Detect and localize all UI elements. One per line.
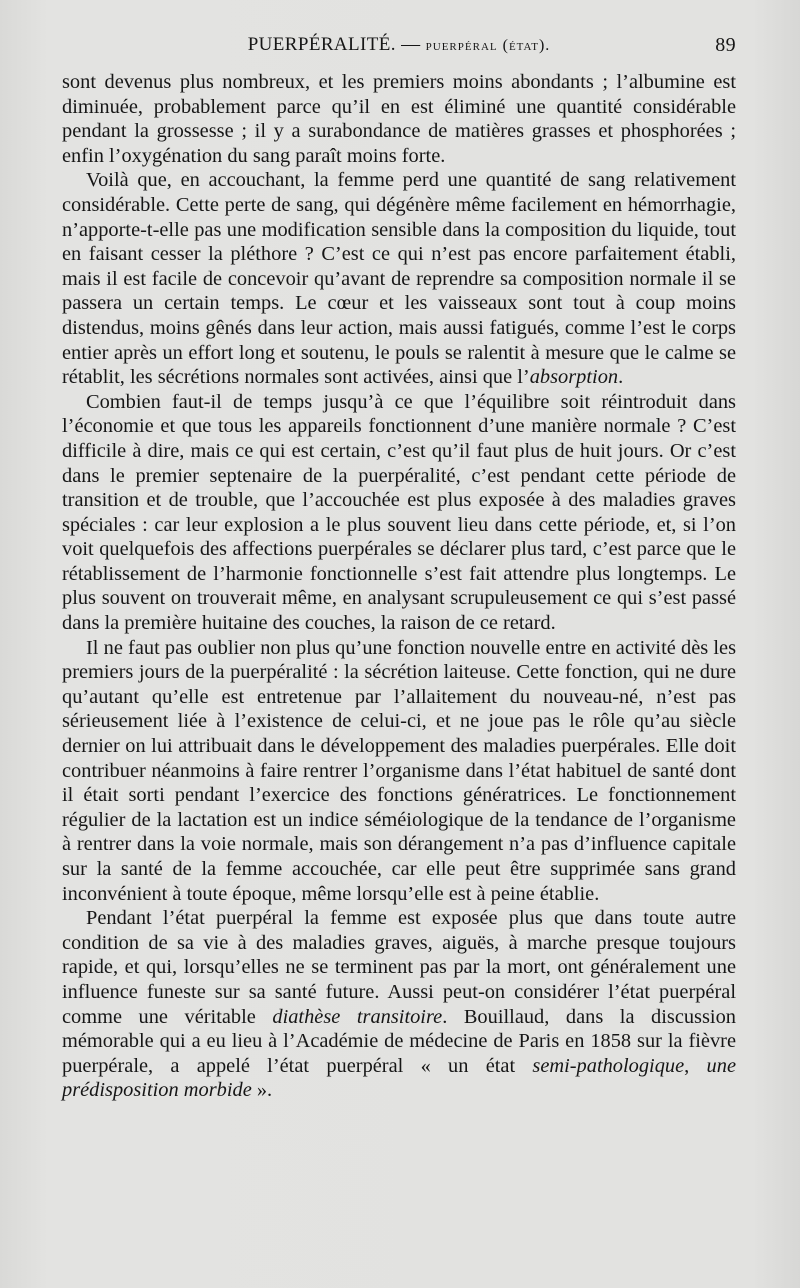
paragraph-5-text: Pendant l’état puerpéral la femme est exposée plus que dans toute autre condition de sa vie à des maladies graves, aiguës, à marche presque toujours rapide, et qui, lorsqu’elles ne se terminent pas par la mort, ont généralement une influence funeste sur sa santé future. Aussi peut-on considérer l’état puerpéral comme une véritable bbox=[62, 907, 736, 1028]
running-head bbox=[62, 30, 736, 60]
italic-term-semi-pathologique: semi-pathologique bbox=[532, 1054, 685, 1077]
paragraph-2-text: Voilà que, en accouchant, la femme perd une quantité de sang relativement considérable. Cette perte de sang, qui dégénère même facilement en hémorrhagie, n’apporte-t-elle pas une modification sensible dans la composition du liquide, tout en faisant cesser la pléthore ? C’est ce qui n’est pas encore parfaitement établi, mais il est facile de concevoir qu’avant de reprendre sa composition normale il se passera un certain temps. Le cœur et les vaisseaux sont tout à coup moins distendus, moins gênés dans leur action, mais aussi fatigués, comme l’est le corps entier après un effort long et soutenu, le pouls se ralentit à mesure que le calme se rétablit, les sécrétions normales sont activées, ainsi que l’ bbox=[62, 169, 736, 389]
paragraph-5-mid: . Bouillaud, dans la discussion mémorable qui a eu lieu à l’Académie de médecine de Paris en 1858 sur la fièvre puerpérale, a appelé l’état puerpéral « un état bbox=[62, 1005, 736, 1077]
section-subtitle: puerpéral (état). bbox=[425, 37, 551, 54]
paragraph-5-end: ». bbox=[251, 1079, 273, 1102]
chapter-title: PUERPÉRALITÉ. bbox=[247, 34, 396, 55]
paragraph-1: sont devenus plus nombreux, et les premiers moins abondants ; l’albumine est diminuée, probablement parce qu’il en est éliminé une quantité considérable pendant la grossesse ; il y a surabondance de matières grasses et phosphorées ; enfin l’oxygénation du sang paraît moins forte. bbox=[62, 71, 736, 167]
italic-term-diathese: diathèse transitoire bbox=[272, 1005, 443, 1028]
body-text bbox=[62, 70, 736, 1103]
paragraph-2 bbox=[62, 168, 736, 389]
page-number: 89 bbox=[715, 34, 736, 56]
italic-term-predisposition: une prédisposition morbide bbox=[62, 1054, 736, 1102]
running-title bbox=[62, 34, 736, 56]
paragraph-3: Combien faut-il de temps jusqu’à ce que l’équilibre soit réintroduit dans l’économie et que tous les appareils fonctionnent d’une manière normale ? C’est difficile à dire, mais ce qui est certain, c’est qu’il faut plus de huit jours. Or c’est dans le premier septenaire de la puerpéralité, c’est pendant cette période de transition et de trouble, que l’accouchée est plus exposée à des maladies graves spéciales : car leur explosion a le plus souvent lieu dans cette période, et, si l’on voit quelquefois des affections puerpérales se déclarer plus tard, c’est parce que le rétablissement de l’harmonie fonctionnelle s’est fait attendre plus longtemps. Le plus souvent on trouverait même, en analysant scrupuleusement ce qui s’est passé dans la première huitaine des couches, la raison de ce retard. bbox=[62, 390, 736, 635]
paragraph-5-mid2: , bbox=[684, 1054, 707, 1077]
paragraph-4: Il ne faut pas oublier non plus qu’une fonction nouvelle entre en activité dès les premiers jours de la puerpéralité : la sécrétion laiteuse. Cette fonction, qui ne dure qu’autant qu’elle est entretenue par l’allaitement du nouveau-né, n’est pas sérieusement liée à l’existence de celui-ci, et ne joue pas le rôle qu’au siècle dernier on lui attribuait dans le développement des maladies puerpérales. Elle doit contribuer néanmoins à faire rentrer l’organisme dans l’état habituel de santé dont il était sorti pendant l’exercice des fonctions génératrices. Le fonctionnement régulier de la lactation est un indice séméiologique de la tendance de l’organisme à rentrer dans la voie normale, mais son dérangement n’a pas d’influence capitale sur la santé de la femme accouchée, car elle peut être supprimée sans grand inconvénient à toute époque, même lorsqu’elle est à peine établie. bbox=[62, 636, 736, 905]
italic-term-absorption: absorption bbox=[529, 366, 619, 389]
paragraph-5 bbox=[62, 906, 736, 1103]
title-dash: — bbox=[401, 34, 421, 55]
paragraph-2-end: . bbox=[618, 366, 624, 389]
